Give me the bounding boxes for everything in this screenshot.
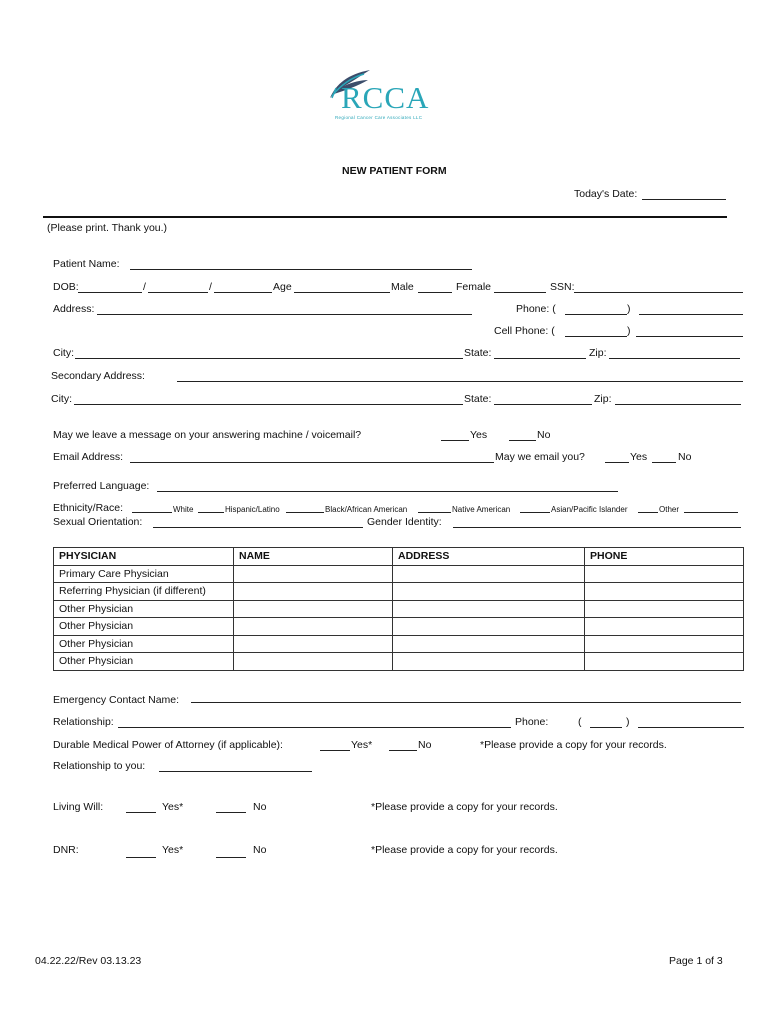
ethnicity-other-label: Other	[659, 505, 680, 514]
dob-label: DOB:	[53, 281, 79, 293]
table-row	[54, 635, 744, 653]
table-header: PHYSICIAN	[54, 548, 234, 566]
ethnicity-other-text-field[interactable]	[684, 512, 738, 513]
ethnicity-black-label: Black/African American	[325, 505, 408, 514]
phone-paren: )	[627, 303, 631, 315]
name-cell[interactable]	[234, 618, 393, 636]
zip-label: Zip:	[589, 347, 607, 359]
email-no-label: No	[678, 451, 692, 463]
logo-subtitle: Regional Cancer Care Associates LLC	[335, 115, 423, 120]
ethnicity-hispanic-field[interactable]	[198, 512, 224, 513]
cell-number-field[interactable]	[636, 336, 743, 337]
revision-footer: 04.22.22/Rev 03.13.23	[35, 955, 142, 967]
email-yes-label: Yes	[630, 451, 648, 463]
living-will-no-field[interactable]	[216, 812, 246, 813]
age-label: Age	[273, 281, 292, 293]
address-cell[interactable]	[393, 583, 585, 601]
poa-yes-field[interactable]	[320, 750, 350, 751]
table-row	[54, 653, 744, 671]
living-will-no-label: No	[253, 801, 267, 813]
phone-number-field[interactable]	[639, 314, 743, 315]
physician-type-cell: Primary Care Physician	[54, 565, 234, 583]
secondary-address-label: Secondary Address:	[51, 370, 145, 382]
poa-yes-label: Yes*	[351, 739, 373, 751]
patient-name-field[interactable]	[130, 269, 472, 270]
form-title: NEW PATIENT FORM	[342, 165, 447, 177]
age-field[interactable]	[294, 292, 390, 293]
emergency-phone-number-field[interactable]	[638, 727, 744, 728]
dob-day-field[interactable]	[148, 292, 208, 293]
female-field[interactable]	[494, 292, 546, 293]
ethnicity-asian-field[interactable]	[520, 512, 550, 513]
living-will-note: *Please provide a copy for your records.	[371, 801, 558, 813]
relationship-to-you-field[interactable]	[159, 771, 312, 772]
relationship-label: Relationship:	[53, 716, 114, 728]
city-field[interactable]	[75, 358, 463, 359]
sexual-orientation-label: Sexual Orientation:	[53, 516, 143, 528]
address-cell[interactable]	[393, 635, 585, 653]
preferred-language-label: Preferred Language:	[53, 480, 150, 492]
ethnicity-asian-label: Asian/Pacific Islander	[551, 505, 628, 514]
table-header-row	[54, 548, 744, 566]
dob-year-field[interactable]	[214, 292, 272, 293]
sexual-orientation-field[interactable]	[153, 527, 363, 528]
phone-cell[interactable]	[585, 635, 744, 653]
phone-cell[interactable]	[585, 653, 744, 671]
ssn-field[interactable]	[574, 292, 743, 293]
message-question: May we leave a message on your answering machine / voicemail?	[53, 429, 362, 441]
table-row	[54, 600, 744, 618]
address-cell[interactable]	[393, 565, 585, 583]
male-field[interactable]	[418, 292, 452, 293]
header-divider	[43, 216, 727, 218]
zip-label-2: Zip:	[594, 393, 612, 405]
state-label: State:	[464, 347, 492, 359]
living-will-yes-label: Yes*	[162, 801, 184, 813]
todays-date-label: Today's Date:	[574, 188, 638, 200]
phone-area-field[interactable]	[565, 314, 627, 315]
emergency-phone-paren-close: )	[626, 716, 630, 728]
todays-date-field[interactable]	[642, 199, 726, 200]
relationship-field[interactable]	[118, 727, 511, 728]
living-will-yes-field[interactable]	[126, 812, 156, 813]
physician-type-cell: Other Physician	[54, 653, 234, 671]
name-cell[interactable]	[234, 635, 393, 653]
gender-identity-label: Gender Identity:	[367, 516, 442, 528]
dnr-yes-label: Yes*	[162, 844, 184, 856]
email-no-field[interactable]	[652, 462, 676, 463]
preferred-language-field[interactable]	[157, 491, 618, 492]
cell-paren: )	[627, 325, 631, 337]
zip-field-2[interactable]	[615, 404, 741, 405]
ethnicity-other-field[interactable]	[638, 512, 658, 513]
emergency-contact-label: Emergency Contact Name:	[53, 694, 180, 706]
ethnicity-hispanic-label: Hispanic/Latino	[225, 505, 280, 514]
phone-cell[interactable]	[585, 565, 744, 583]
ethnicity-native-label: Native American	[452, 505, 511, 514]
zip-field[interactable]	[609, 358, 740, 359]
poa-no-label: No	[418, 739, 432, 751]
city-label-2: City:	[51, 393, 72, 405]
poa-copy-note: *Please provide a copy for your records.	[480, 739, 667, 751]
name-cell[interactable]	[234, 565, 393, 583]
emergency-contact-field[interactable]	[191, 702, 741, 703]
city-field-2[interactable]	[74, 404, 463, 405]
state-label-2: State:	[464, 393, 492, 405]
email-field[interactable]	[130, 462, 494, 463]
ethnicity-white-field[interactable]	[132, 512, 172, 513]
dob-slash: /	[143, 281, 146, 293]
physician-type-cell: Other Physician	[54, 618, 234, 636]
gender-identity-field[interactable]	[453, 527, 741, 528]
message-yes-field[interactable]	[441, 440, 469, 441]
ethnicity-white-label: White	[173, 505, 194, 514]
phone-cell[interactable]	[585, 583, 744, 601]
dnr-label: DNR:	[53, 844, 79, 856]
dnr-no-field[interactable]	[216, 857, 246, 858]
message-no-field[interactable]	[509, 440, 536, 441]
ethnicity-native-field[interactable]	[418, 512, 451, 513]
name-cell[interactable]	[234, 653, 393, 671]
ethnicity-black-field[interactable]	[286, 512, 324, 513]
poa-label: Durable Medical Power of Attorney (if applicable):	[53, 739, 283, 751]
physician-type-cell: Other Physician	[54, 635, 234, 653]
cell-area-field[interactable]	[565, 336, 627, 337]
city-label: City:	[53, 347, 74, 359]
page-number: Page 1 of 3	[669, 955, 723, 967]
message-yes-label: Yes	[470, 429, 488, 441]
print-note: (Please print. Thank you.)	[47, 222, 168, 234]
state-field[interactable]	[494, 358, 586, 359]
name-cell[interactable]	[234, 600, 393, 618]
emergency-phone-label: Phone:	[515, 716, 549, 728]
ethnicity-label: Ethnicity/Race:	[53, 502, 124, 514]
address-cell[interactable]	[393, 618, 585, 636]
name-cell[interactable]	[234, 583, 393, 601]
emergency-phone-area-field[interactable]	[590, 727, 622, 728]
living-will-label: Living Will:	[53, 801, 104, 813]
physician-table	[53, 547, 744, 671]
dob-month-field[interactable]	[78, 292, 142, 293]
dob-slash: /	[209, 281, 212, 293]
cell-phone-label: Cell Phone: (	[494, 325, 555, 337]
table-header: ADDRESS	[393, 548, 585, 566]
phone-cell[interactable]	[585, 618, 744, 636]
dnr-no-label: No	[253, 844, 267, 856]
email-yes-field[interactable]	[605, 462, 629, 463]
physician-type-cell: Other Physician	[54, 600, 234, 618]
table-row	[54, 565, 744, 583]
secondary-address-field[interactable]	[177, 381, 743, 382]
phone-label: Phone: (	[516, 303, 556, 315]
table-header: NAME	[234, 548, 393, 566]
male-label: Male	[391, 281, 414, 293]
email-question: May we email you?	[495, 451, 585, 463]
emergency-phone-paren-open: (	[578, 716, 582, 728]
address-cell[interactable]	[393, 600, 585, 618]
physician-type-cell: Referring Physician (if different)	[54, 583, 234, 601]
state-field-2[interactable]	[494, 404, 592, 405]
phone-cell[interactable]	[585, 600, 744, 618]
message-no-label: No	[537, 429, 551, 441]
logo-text: RCCA	[341, 80, 430, 115]
email-label: Email Address:	[53, 451, 124, 463]
relationship-to-you-label: Relationship to you:	[53, 760, 146, 772]
address-label: Address:	[53, 303, 95, 315]
table-row	[54, 583, 744, 601]
table-header: PHONE	[585, 548, 744, 566]
address-cell[interactable]	[393, 653, 585, 671]
table-row	[54, 618, 744, 636]
poa-no-field[interactable]	[389, 750, 417, 751]
female-label: Female	[456, 281, 492, 293]
address-field[interactable]	[97, 314, 472, 315]
dnr-note: *Please provide a copy for your records.	[371, 844, 558, 856]
ssn-label: SSN:	[550, 281, 575, 293]
patient-name-label: Patient Name:	[53, 258, 120, 270]
dnr-yes-field[interactable]	[126, 857, 156, 858]
